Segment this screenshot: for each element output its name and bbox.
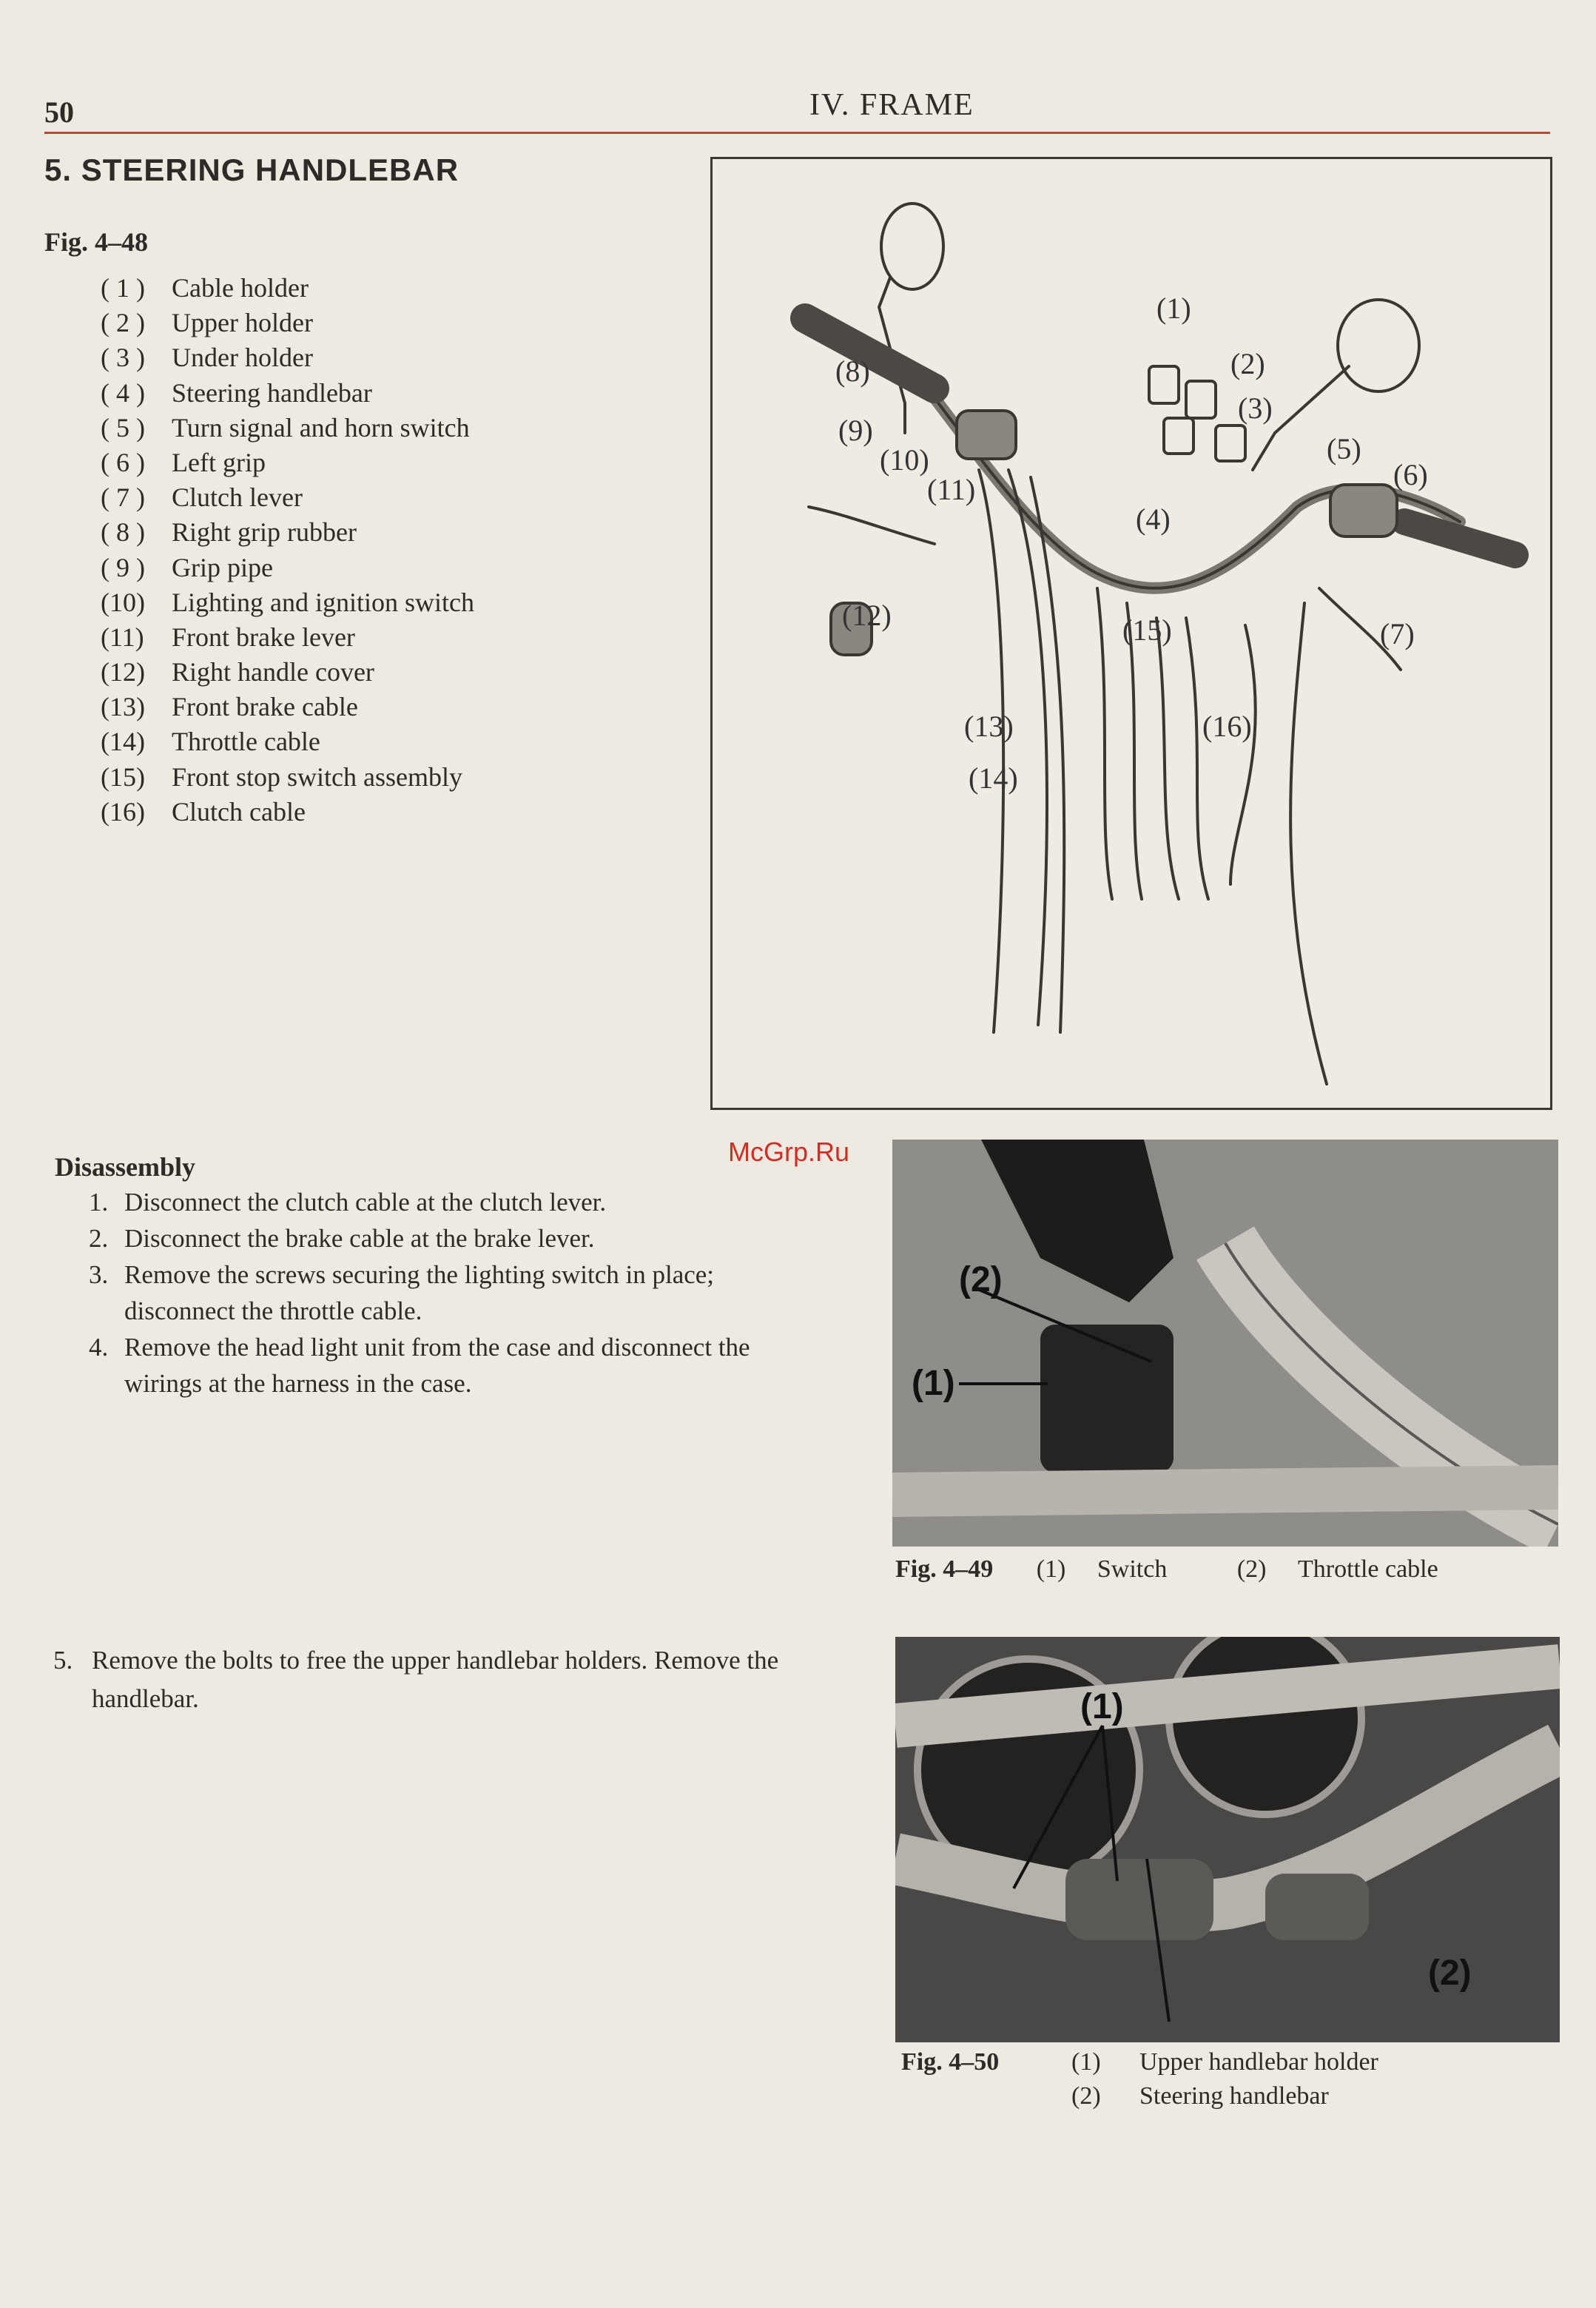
- callout-13: (13): [964, 710, 1014, 743]
- list-item: [101, 412, 474, 447]
- step-number: 1.: [89, 1188, 109, 1217]
- caption-number: (1): [1036, 1555, 1066, 1583]
- step-text: Disconnect the clutch cable at the clutch lever.: [124, 1188, 607, 1217]
- part-name: Right handle cover: [172, 657, 374, 687]
- list-item: [89, 1256, 821, 1329]
- part-number: (11): [101, 622, 144, 652]
- list-item: [89, 1220, 821, 1256]
- callout-15: (15): [1122, 613, 1172, 647]
- part-number: (10): [101, 587, 145, 617]
- part-number: ( 4 ): [101, 377, 145, 408]
- photo-callout-2: (2): [959, 1260, 1003, 1299]
- watermark-link[interactable]: McGrp.Ru: [728, 1137, 850, 1167]
- part-number: ( 9 ): [101, 552, 145, 582]
- part-number: ( 2 ): [101, 308, 145, 338]
- callout-6: (6): [1393, 458, 1428, 491]
- part-number: ( 6 ): [101, 447, 145, 477]
- header-rule: [44, 132, 1550, 134]
- caption-number: (2): [1236, 1555, 1267, 1583]
- list-item: [101, 272, 474, 307]
- step-5: [53, 1641, 793, 1718]
- caption-text: Throttle cable: [1297, 1555, 1438, 1583]
- callout-3: (3): [1238, 391, 1273, 425]
- list-item: [101, 622, 474, 656]
- chapter-title: IV. FRAME: [809, 88, 974, 122]
- part-name: Clutch lever: [172, 482, 303, 513]
- part-name: Steering handlebar: [172, 377, 372, 408]
- list-item: [101, 517, 474, 551]
- step-number: 3.: [89, 1260, 109, 1289]
- part-number: (16): [101, 796, 145, 827]
- callout-16: (16): [1202, 710, 1252, 743]
- callout-4: (4): [1136, 502, 1171, 536]
- caption-text: Steering handlebar: [1139, 2082, 1329, 2110]
- figure-4-49-label: Fig. 4–49: [895, 1555, 994, 1583]
- part-number: ( 8 ): [101, 517, 145, 548]
- part-name: Grip pipe: [172, 552, 273, 582]
- figure-4-50-caption: [901, 2048, 1378, 2116]
- callout-8: (8): [835, 354, 870, 388]
- step-text: Disconnect the brake cable at the brake lever.: [124, 1224, 595, 1253]
- part-number: (15): [101, 761, 145, 792]
- parts-list: [101, 272, 474, 831]
- caption-number: (2): [1071, 2082, 1101, 2110]
- callout-2: (2): [1230, 347, 1265, 380]
- caption-row: [901, 2048, 1378, 2082]
- list-item: [101, 552, 474, 587]
- list-item: [101, 377, 474, 412]
- part-name: Front brake cable: [172, 692, 358, 722]
- disassembly-heading: Disassembly: [55, 1152, 196, 1182]
- part-name: Throttle cable: [172, 727, 320, 757]
- part-name: Left grip: [172, 447, 266, 477]
- list-item: [101, 587, 474, 622]
- photo-callout-1: (1): [912, 1364, 955, 1403]
- photo-callout-1: (1): [1080, 1687, 1124, 1726]
- step-text: Remove the head light unit from the case and disconnect the wirings at the harness in the case.: [124, 1333, 750, 1398]
- list-item: [101, 761, 474, 796]
- callout-7: (7): [1380, 617, 1415, 650]
- part-number: (13): [101, 692, 145, 722]
- caption-row: [901, 2082, 1378, 2116]
- part-name: Upper holder: [172, 308, 313, 338]
- callout-14: (14): [969, 761, 1018, 795]
- figure-4-50-label: Fig. 4–50: [901, 2048, 1000, 2076]
- photo-switch-throttle: [892, 1140, 1558, 1547]
- callout-5: (5): [1327, 432, 1361, 465]
- caption-text: Upper handlebar holder: [1139, 2048, 1378, 2076]
- list-item: [101, 307, 474, 342]
- caption-spacer: [901, 2082, 1071, 2116]
- part-name: Front stop switch assembly: [172, 761, 462, 792]
- callout-9: (9): [838, 414, 873, 447]
- callout-11: (11): [927, 473, 976, 506]
- part-number: (12): [101, 657, 145, 687]
- callout-10: (10): [880, 443, 929, 477]
- list-item: [101, 447, 474, 482]
- handlebar-exploded-diagram: [713, 159, 1550, 1108]
- callout-1: (1): [1156, 292, 1191, 325]
- step-number: 2.: [89, 1224, 109, 1253]
- part-number: (14): [101, 727, 145, 757]
- part-name: Lighting and ignition switch: [172, 587, 474, 617]
- list-item: [89, 1329, 821, 1402]
- figure-4-49-caption: [895, 1555, 1561, 1584]
- list-item: [101, 656, 474, 691]
- list-item: [89, 1184, 821, 1220]
- part-name: Front brake lever: [172, 622, 355, 652]
- part-name: Under holder: [172, 343, 313, 373]
- caption-number: (1): [1071, 2048, 1101, 2076]
- list-item: [101, 482, 474, 517]
- step-text: Remove the bolts to free the upper handlebar holders. Remove the handlebar.: [92, 1646, 779, 1713]
- page-number: 50: [44, 95, 74, 129]
- part-number: ( 5 ): [101, 412, 145, 443]
- part-name: Turn signal and horn switch: [172, 412, 470, 443]
- step-text: Remove the screws securing the lighting switch in place; disconnect the throttle cable.: [124, 1260, 715, 1325]
- list-item: [101, 691, 474, 726]
- section-title: 5. STEERING HANDLEBAR: [44, 152, 459, 187]
- part-name: Clutch cable: [172, 796, 306, 827]
- list-item: [101, 796, 474, 831]
- figure-4-48-label: Fig. 4–48: [44, 227, 148, 257]
- part-number: ( 7 ): [101, 482, 145, 513]
- step-number: 4.: [89, 1333, 109, 1362]
- exploded-diagram-frame: [710, 157, 1552, 1110]
- list-item: [101, 726, 474, 761]
- caption-text: Switch: [1097, 1555, 1168, 1583]
- photo-handlebar-holder: [895, 1637, 1560, 2042]
- part-number: ( 3 ): [101, 343, 145, 373]
- part-number: ( 1 ): [101, 273, 145, 303]
- step-number: 5.: [53, 1646, 73, 1675]
- callout-12: (12): [842, 599, 892, 632]
- list-item: [101, 342, 474, 377]
- photo-callout-2: (2): [1428, 1954, 1472, 1993]
- disassembly-steps: [89, 1184, 821, 1402]
- part-name: Cable holder: [172, 273, 309, 303]
- part-name: Right grip rubber: [172, 517, 357, 548]
